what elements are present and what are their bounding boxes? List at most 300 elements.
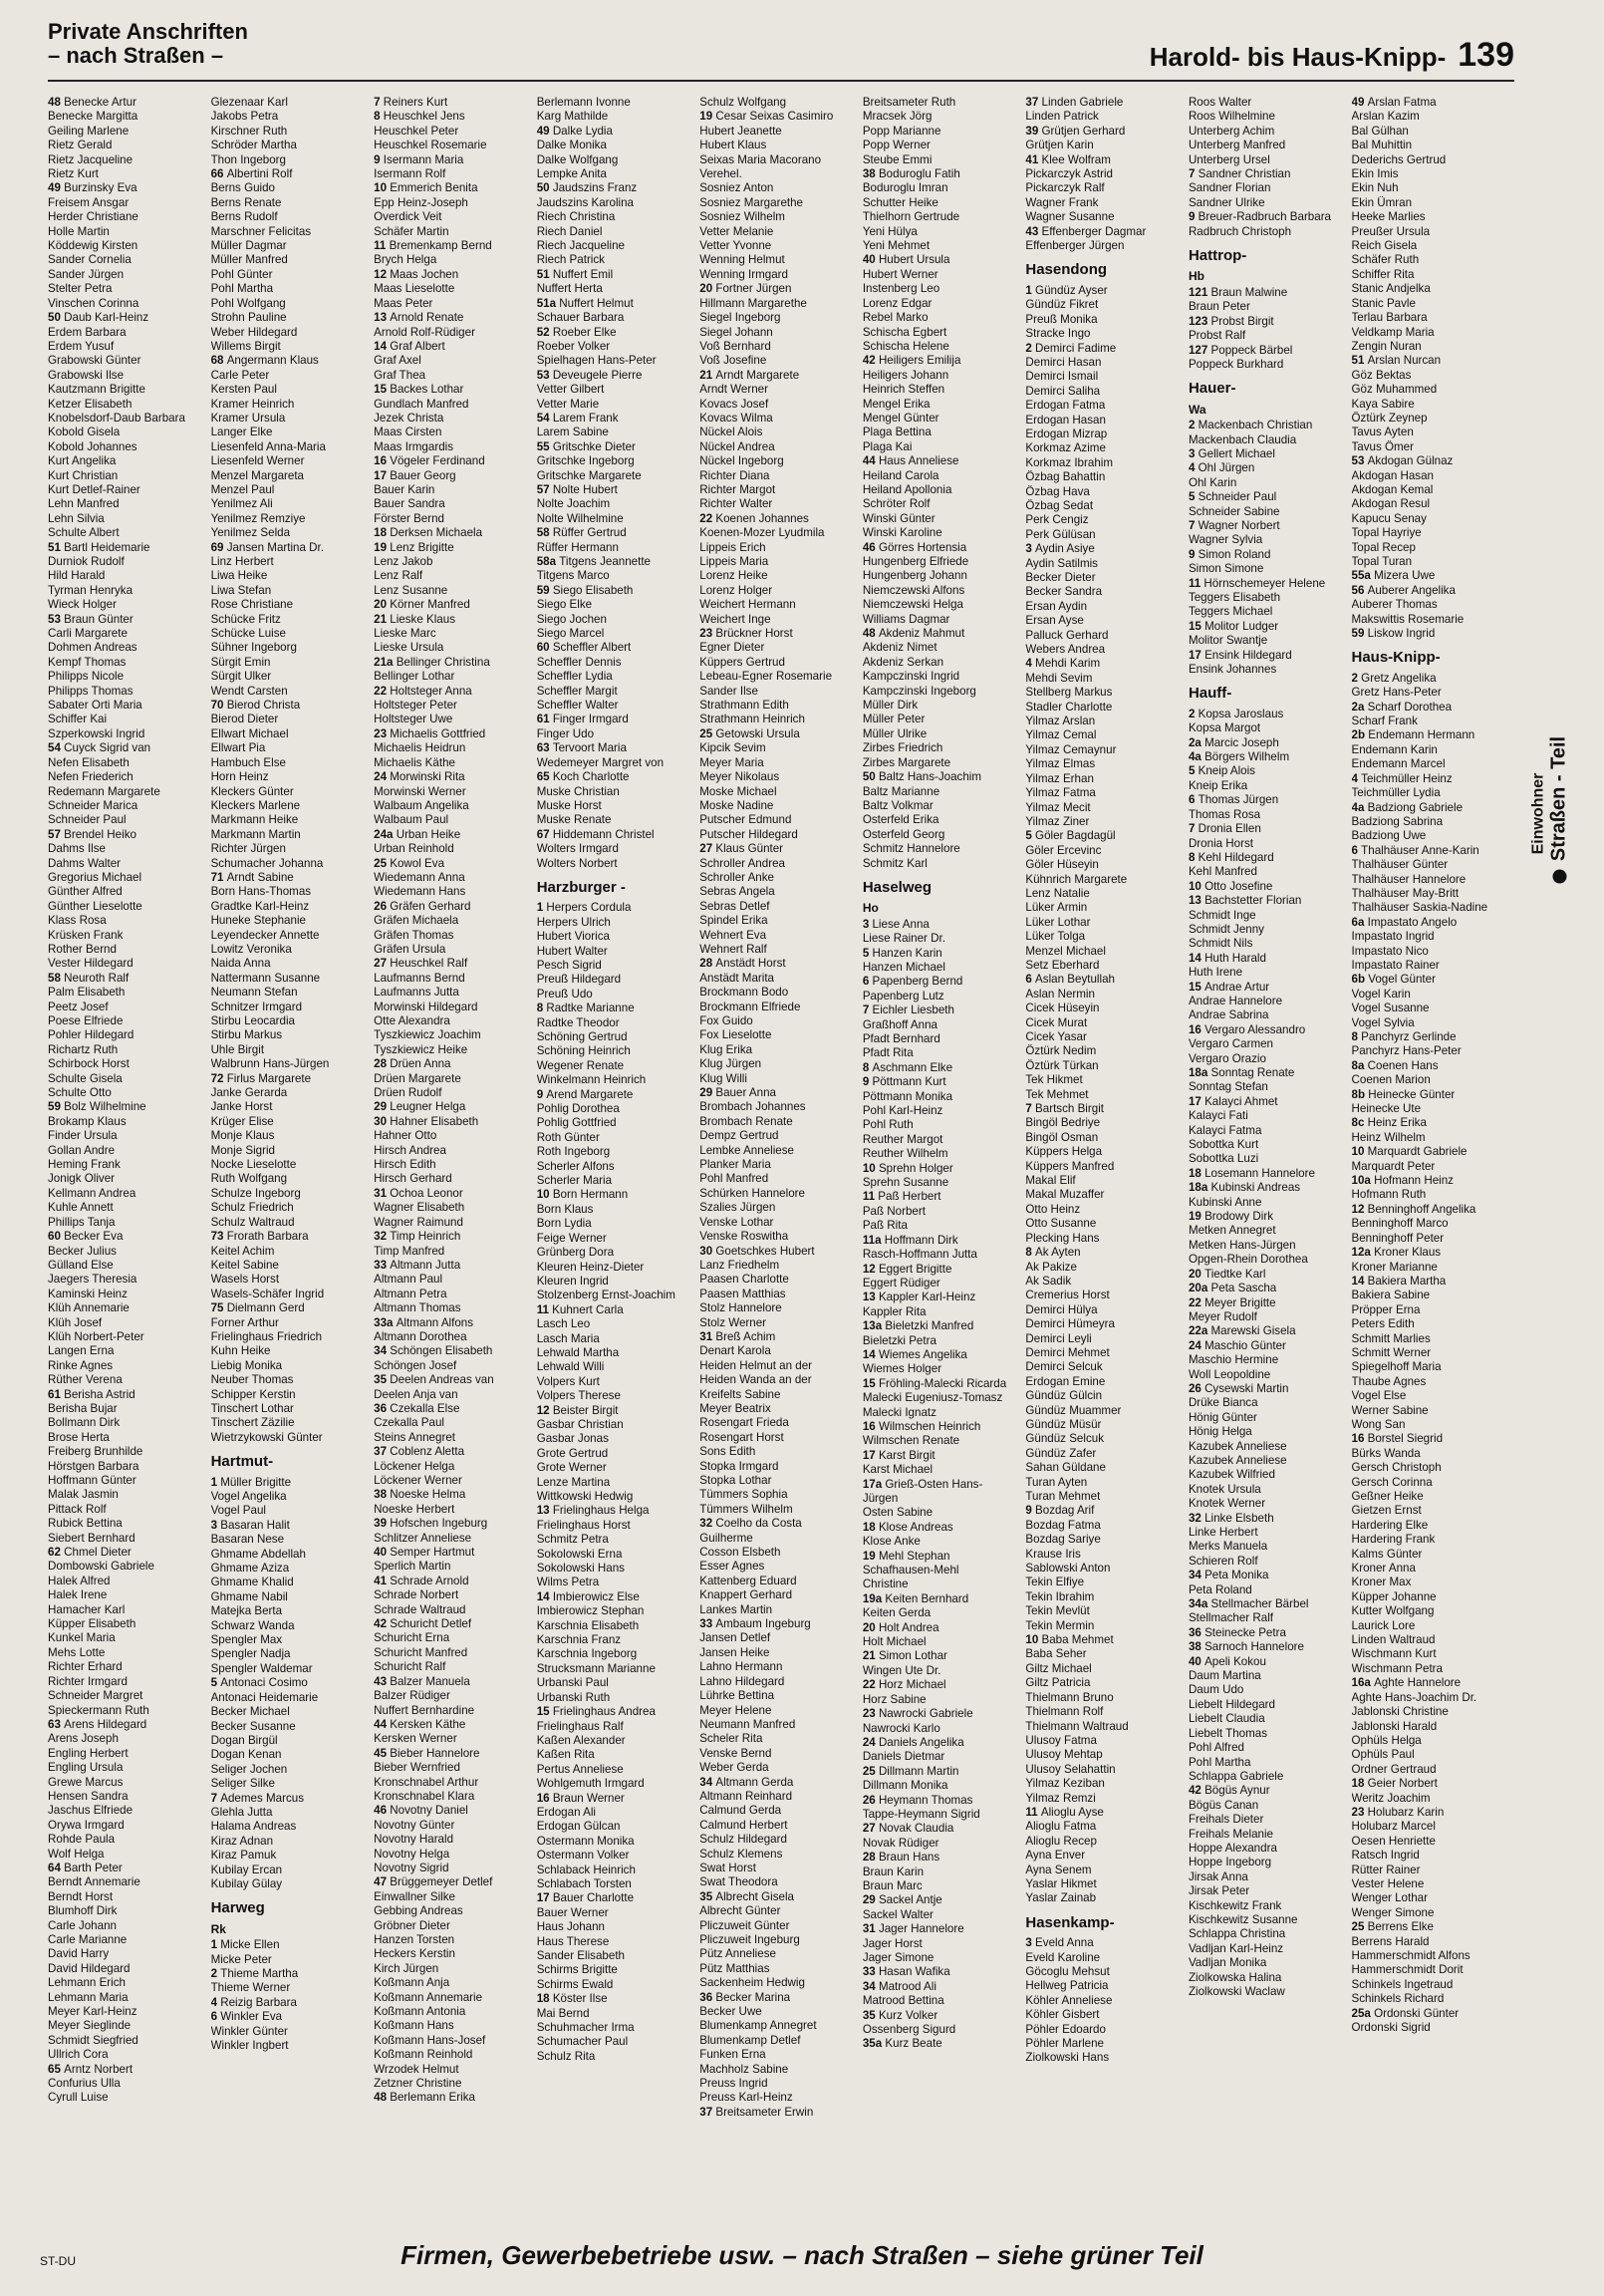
resident-entry: 43 Effenberger Dagmar xyxy=(1025,224,1147,238)
house-number: 7 xyxy=(1025,1102,1036,1116)
resident-entry: Richter Margot xyxy=(699,482,776,496)
resident-entry: Wagner Frank xyxy=(1025,195,1099,209)
resident-entry: Linke Herbert xyxy=(1188,1526,1258,1539)
house-number: 42 xyxy=(1188,1784,1205,1798)
house-number: 32 xyxy=(1188,1511,1205,1525)
resident-entry: 47 Brüggemeyer Detlef xyxy=(374,1875,493,1889)
resident-entry: Kehl Manfred xyxy=(1188,865,1257,879)
house-number: 4a xyxy=(1188,750,1205,764)
resident-entry: Niemczewski Helga xyxy=(862,598,963,612)
resident-entry: 35 Albrecht Gisela xyxy=(699,1889,794,1903)
resident-entry: Benninghoff Marco xyxy=(1351,1217,1449,1231)
resident-entry: Herpers Ulrich xyxy=(536,915,611,929)
resident-entry: Schwarz Wanda xyxy=(210,1618,295,1632)
resident-entry: 26 Cysewski Martin xyxy=(1188,1381,1289,1395)
resident-entry: Larem Sabine xyxy=(536,426,609,439)
resident-entry: 14 Huth Harald xyxy=(1188,951,1266,965)
resident-entry: Otte Alexandra xyxy=(374,1014,450,1027)
house-number: 20 xyxy=(374,598,391,612)
resident-entry: Sokolowski Hans xyxy=(536,1562,625,1576)
resident-entry: Pohler Hildegard xyxy=(48,1028,134,1042)
resident-entry: Endemann Marcel xyxy=(1351,757,1446,771)
resident-entry: Unterberg Achim xyxy=(1188,124,1275,138)
resident-entry: 7 Bartsch Birgit xyxy=(1025,1102,1104,1116)
resident-entry: Stanic Pavle xyxy=(1351,296,1416,310)
resident-entry: Schmitt Werner xyxy=(1351,1345,1432,1359)
resident-entry: 25 Getowski Ursula xyxy=(699,726,800,740)
resident-entry: Freisem Ansgar xyxy=(48,195,130,209)
resident-entry: Lenz Susanne xyxy=(374,583,448,597)
resident-entry: Werner Sabine xyxy=(1351,1403,1429,1417)
resident-entry: 57 Brendel Heiko xyxy=(48,827,136,841)
resident-entry: 6 Aslan Beytullah xyxy=(1025,973,1115,987)
resident-entry: Müller Dirk xyxy=(862,699,919,713)
resident-entry: Lembke Anneliese xyxy=(699,1143,794,1157)
resident-entry: Lührke Bettina xyxy=(699,1689,775,1703)
resident-entry: Steins Annegret xyxy=(374,1430,455,1444)
resident-entry: 6a Impastato Angelo xyxy=(1351,915,1458,929)
house-number: 55a xyxy=(1351,569,1375,583)
resident-entry: Özbag Bahattin xyxy=(1025,470,1106,484)
resident-entry: Giltz Patricia xyxy=(1025,1676,1091,1690)
resident-entry: Heckers Kerstin xyxy=(374,1947,455,1961)
house-number: 15 xyxy=(1188,619,1205,633)
resident-entry: Keiten Gerda xyxy=(862,1606,932,1620)
house-number: 10 xyxy=(1188,879,1205,893)
resident-entry: 4a Badziong Gabriele xyxy=(1351,800,1464,814)
resident-entry: Yilmaz Keziban xyxy=(1025,1777,1105,1791)
resident-entry: Sandner Florian xyxy=(1188,181,1271,195)
house-number: 34 xyxy=(862,1979,879,1993)
house-number: 7 xyxy=(210,1791,221,1805)
resident-entry: Schücke Luise xyxy=(210,627,286,641)
house-number: 48 xyxy=(862,627,879,641)
resident-entry: Woll Leopoldine xyxy=(1188,1367,1271,1381)
resident-entry: Yilmaz Erhan xyxy=(1025,771,1094,785)
resident-entry: Sobottka Luzi xyxy=(1188,1152,1259,1166)
resident-entry: Thielmann Rolf xyxy=(1025,1705,1104,1719)
resident-entry: Metken Annegret xyxy=(1188,1224,1276,1238)
resident-entry: 9 Pöttmann Kurt xyxy=(862,1075,946,1089)
house-number: 7 xyxy=(862,1004,873,1017)
resident-entry: Pohl Günter xyxy=(210,267,273,281)
resident-entry: 15 Fröhling-Malecki Ricarda xyxy=(862,1376,1007,1390)
resident-entry: 18a Kubinski Andreas xyxy=(1188,1181,1301,1195)
resident-entry: Rinke Agnes xyxy=(48,1358,114,1372)
resident-entry: 6 Papenberg Bernd xyxy=(862,975,963,989)
resident-entry: Göz Bektas xyxy=(1351,368,1412,382)
house-number: 8 xyxy=(1025,1246,1036,1260)
resident-entry: Planker Maria xyxy=(699,1158,771,1172)
resident-entry: 17 Bauer Charlotte xyxy=(536,1891,635,1905)
resident-entry: 20 Fortner Jürgen xyxy=(699,282,792,296)
resident-entry: Wilms Petra xyxy=(536,1576,600,1589)
resident-entry: Paasen Matthias xyxy=(699,1287,786,1300)
resident-entry: 5 Göler Bagdagül xyxy=(1025,829,1116,843)
resident-entry: Huneke Stephanie xyxy=(210,914,306,928)
resident-entry: Seliger Silke xyxy=(210,1777,276,1791)
resident-entry: Liese Rainer Dr. xyxy=(862,932,945,946)
house-number: 32 xyxy=(374,1230,391,1244)
resident-entry: 27 Novak Claudia xyxy=(862,1822,954,1836)
resident-entry: Menzel Michael xyxy=(1025,944,1106,958)
resident-entry: 34 Peta Monika xyxy=(1188,1569,1269,1582)
resident-entry: 30 Hahner Elisabeth xyxy=(374,1114,479,1128)
resident-entry: Erdogan Ali xyxy=(536,1805,596,1819)
resident-entry: Hild Harald xyxy=(48,569,106,583)
resident-entry: Wiedemann Hans xyxy=(374,885,466,899)
resident-entry: Kempf Thomas xyxy=(48,655,127,669)
resident-entry: Carli Margarete xyxy=(48,627,128,641)
resident-entry: Tümmers Wilhelm xyxy=(699,1502,793,1516)
resident-entry: Kroner Max xyxy=(1351,1576,1412,1589)
resident-entry: Sackel Walter xyxy=(862,1907,934,1921)
resident-entry: Arens Joseph xyxy=(48,1732,119,1746)
house-number: 14 xyxy=(536,1589,553,1603)
resident-entry: Erdogan Hasan xyxy=(1025,413,1106,427)
resident-entry: Lüker Tolga xyxy=(1025,930,1086,944)
resident-entry: 50 Daub Karl-Heinz xyxy=(48,311,149,325)
resident-entry: Janke Gerarda xyxy=(210,1086,288,1100)
resident-entry: Vetter Gilbert xyxy=(536,383,605,397)
resident-entry: Terlau Barbara xyxy=(1351,311,1428,325)
resident-entry: Ensink Johannes xyxy=(1188,663,1277,677)
house-number: 16 xyxy=(536,1791,553,1805)
resident-entry: Reuther Margot xyxy=(862,1132,943,1146)
resident-entry: Teichmüller Lydia xyxy=(1351,786,1441,800)
house-number: 27 xyxy=(374,957,391,971)
resident-entry: 18a Sonntag Renate xyxy=(1188,1066,1295,1079)
resident-entry: Berndt Annemarie xyxy=(48,1875,140,1889)
house-number: 13 xyxy=(1188,894,1205,908)
resident-entry: Tavus Ömer xyxy=(1351,439,1414,453)
resident-entry: Vogel Susanne xyxy=(1351,1002,1430,1015)
resident-entry: Dillmann Monika xyxy=(862,1779,948,1793)
resident-entry: Schlappa Christina xyxy=(1188,1927,1286,1941)
resident-entry: Mackenbach Claudia xyxy=(1188,432,1297,446)
resident-entry: Winski Karoline xyxy=(862,526,942,540)
house-number: 36 xyxy=(1188,1625,1205,1639)
resident-entry: Venske Roswitha xyxy=(699,1230,789,1244)
resident-entry: Matejka Berta xyxy=(210,1604,283,1618)
resident-entry: Heiligers Johann xyxy=(862,368,949,382)
page-number: 139 xyxy=(1458,36,1514,74)
house-number: 32 xyxy=(699,1517,716,1531)
house-number: 14 xyxy=(374,339,391,353)
house-number: 4a xyxy=(1351,800,1368,814)
resident-entry: Grütjen Karin xyxy=(1025,139,1094,152)
resident-entry: Köddewig Kirsten xyxy=(48,239,138,253)
resident-entry: Horn Heinz xyxy=(210,770,269,784)
resident-entry: Sabater Orti Maria xyxy=(48,699,142,713)
house-number: 42 xyxy=(862,354,879,368)
house-number: 69 xyxy=(210,540,227,554)
directory-column xyxy=(1352,96,1515,2208)
resident-entry: Schuricht Ralf xyxy=(374,1660,446,1674)
resident-entry: Sosniez Margarethe xyxy=(699,195,804,209)
resident-entry: Gülland Else xyxy=(48,1258,114,1272)
resident-entry: Roos Wilhelmine xyxy=(1188,110,1275,124)
resident-entry: Ekin Ümran xyxy=(1351,195,1413,209)
resident-entry: Kampczinski Ingrid xyxy=(862,670,960,684)
resident-entry: Rüther Verena xyxy=(48,1373,123,1387)
resident-entry: 21a Bellinger Christina xyxy=(374,655,490,669)
resident-entry: Hammerschmidt Alfons xyxy=(1351,1949,1470,1962)
resident-entry: Schroller Andrea xyxy=(699,856,785,870)
resident-entry: 16 Vergaro Alessandro xyxy=(1188,1022,1306,1036)
resident-entry: 42 Bögüs Aynur xyxy=(1188,1784,1270,1798)
resident-entry: Ghmame Khalid xyxy=(210,1576,294,1589)
resident-entry: Lowitz Veronika xyxy=(210,942,292,956)
house-number: 16 xyxy=(1351,1432,1368,1446)
resident-entry: Panchyrz Hans-Peter xyxy=(1351,1044,1462,1058)
resident-entry: Yeni Hülya xyxy=(862,224,918,238)
resident-entry: 13 Frielinghaus Helga xyxy=(536,1504,650,1518)
resident-entry: Gündüz Selcuk xyxy=(1025,1432,1105,1446)
resident-entry: 6 Winkler Eva xyxy=(210,2010,283,2024)
resident-entry: 39 Hofschen Ingeburg xyxy=(374,1517,488,1531)
resident-entry: Krüsken Frank xyxy=(48,928,124,942)
resident-entry: Giltz Michael xyxy=(1025,1661,1092,1675)
house-number: 61 xyxy=(48,1387,65,1401)
house-number: 5 xyxy=(1025,829,1036,843)
resident-entry: Schmidt Jenny xyxy=(1188,922,1264,936)
resident-entry: 59 Siego Elisabeth xyxy=(536,583,634,597)
resident-entry: Braun Marc xyxy=(862,1878,923,1892)
resident-entry: Bauer Karin xyxy=(374,482,435,496)
resident-entry: Pliczuweit Ingeburg xyxy=(699,1933,800,1946)
resident-entry: 7 Reiners Kurt xyxy=(374,96,448,109)
resident-entry: 22 Holtsteger Anna xyxy=(374,684,472,698)
resident-entry: Meyer Rudolf xyxy=(1188,1309,1257,1323)
resident-entry: Kiraz Adnan xyxy=(210,1834,274,1848)
resident-entry: Kurt Detlef-Rainer xyxy=(48,482,140,496)
resident-entry: Erdogan Mizrap xyxy=(1025,427,1108,440)
resident-entry: Carle Johann xyxy=(48,1918,117,1932)
resident-entry: 17a Grieß-Osten Hans- xyxy=(862,1477,983,1491)
resident-entry: Kurt Christian xyxy=(48,468,119,482)
house-number: 6b xyxy=(1351,973,1369,987)
resident-entry: Deelen Anja van xyxy=(374,1387,458,1401)
resident-entry: Schürken Hannelore xyxy=(699,1186,805,1200)
resident-entry: Merks Manuela xyxy=(1188,1540,1268,1554)
resident-entry: Turan Mehmet xyxy=(1025,1490,1101,1503)
resident-entry: Wiemes Holger xyxy=(862,1362,942,1376)
house-number: 8c xyxy=(1351,1116,1368,1130)
resident-entry: 38 Noeske Helma xyxy=(374,1488,466,1502)
house-number: 16 xyxy=(862,1419,879,1433)
resident-entry: Braun Peter xyxy=(1188,300,1250,314)
resident-entry: Jonigk Oliver xyxy=(48,1172,116,1186)
directory-column xyxy=(863,96,1026,2208)
house-number: 10 xyxy=(1025,1633,1042,1647)
resident-entry: Akdogan Hasan xyxy=(1351,468,1435,482)
house-number: 15 xyxy=(1188,980,1205,994)
resident-entry: Andrae Hannelore xyxy=(1188,994,1283,1007)
resident-entry: Rebel Marko xyxy=(862,311,929,325)
resident-entry: 51a Nuffert Helmut xyxy=(536,296,634,310)
house-number: 75 xyxy=(210,1301,227,1315)
resident-entry: Liesenfeld Werner xyxy=(210,454,305,468)
resident-entry: Hoffmann Günter xyxy=(48,1474,136,1487)
house-number: 54 xyxy=(48,741,65,755)
resident-entry: 4 Ohl Jürgen xyxy=(1188,461,1255,475)
house-number: 34 xyxy=(374,1344,391,1358)
resident-entry: 43 Balzer Manuela xyxy=(374,1674,470,1688)
resident-entry: 25 Kowol Eva xyxy=(374,856,445,870)
resident-entry: 70 Bierod Christa xyxy=(210,699,301,713)
district-code: Wa xyxy=(1188,402,1206,417)
resident-entry: 53 Akdogan Gülnaz xyxy=(1351,454,1454,468)
resident-entry: Bierod Dieter xyxy=(210,713,279,726)
resident-entry: Schiffer Rita xyxy=(1351,267,1415,281)
resident-entry: 20 Tiedtke Karl xyxy=(1188,1267,1266,1281)
house-number: 18a xyxy=(1188,1181,1211,1195)
resident-entry: 21 Arndt Margarete xyxy=(699,368,800,382)
resident-entry: Blumhoff Dirk xyxy=(48,1904,118,1918)
resident-entry: 28 Anstädt Horst xyxy=(699,957,786,971)
resident-entry: Titgens Marco xyxy=(536,569,610,583)
house-number: 70 xyxy=(210,699,227,713)
house-number: 17 xyxy=(862,1448,879,1462)
resident-entry: 11 Bremenkamp Bernd xyxy=(374,239,492,253)
resident-entry: Pöhler Marlene xyxy=(1025,2037,1104,2051)
resident-entry: Becker Julius xyxy=(48,1244,117,1258)
house-number: 10 xyxy=(374,181,391,195)
resident-entry: Liesenfeld Anna-Maria xyxy=(210,439,326,453)
resident-entry: 18 Klose Andreas xyxy=(862,1520,953,1534)
resident-entry: 60 Becker Eva xyxy=(48,1230,124,1244)
resident-entry: Sandner Ulrike xyxy=(1188,195,1265,209)
resident-entry: 26 Heymann Thomas xyxy=(862,1793,973,1807)
resident-entry: Zengin Nuran xyxy=(1351,339,1422,353)
resident-entry: Tek Hikmet xyxy=(1025,1073,1083,1087)
resident-entry: Nückel Andrea xyxy=(699,439,775,453)
resident-entry: Poppeck Burkhard xyxy=(1188,357,1284,371)
district-code: Hb xyxy=(1188,269,1204,284)
resident-entry: Geiling Marlene xyxy=(48,124,130,138)
resident-entry: Demirci Hasan xyxy=(1025,355,1102,369)
resident-entry: Maschio Hermine xyxy=(1188,1353,1279,1367)
street-heading: Hauff- xyxy=(1188,687,1232,702)
resident-entry: Dahms Ilse xyxy=(48,842,106,856)
resident-entry: 65 Arntz Norbert xyxy=(48,2062,134,2076)
resident-entry: Kalayci Fatma xyxy=(1188,1123,1262,1137)
resident-entry: Topal Turan xyxy=(1351,555,1413,568)
resident-entry: Erdogan Emine xyxy=(1025,1374,1106,1388)
house-number: 4 xyxy=(1025,657,1036,671)
house-number: 49 xyxy=(1351,96,1368,109)
resident-entry: Hahner Otto xyxy=(374,1129,437,1143)
house-number: 33 xyxy=(862,1965,879,1979)
resident-entry: 6b Vogel Günter xyxy=(1351,973,1436,987)
resident-entry: Bakiera Sabine xyxy=(1351,1289,1431,1302)
resident-entry: Simon Simone xyxy=(1188,562,1264,576)
house-number: 8 xyxy=(536,1002,547,1015)
resident-entry: Sperlich Martin xyxy=(374,1560,451,1574)
house-number: 19 xyxy=(862,1549,879,1563)
resident-entry: 58 Rüffer Gertrud xyxy=(536,526,627,540)
resident-entry: Kirschner Ruth xyxy=(210,124,288,138)
house-number: 6 xyxy=(210,2010,221,2024)
resident-entry: 49 Burzinsky Eva xyxy=(48,181,137,195)
resident-entry: 4 Reizig Barbara xyxy=(210,1995,297,2009)
house-number: 35 xyxy=(374,1373,391,1387)
resident-entry: Veldkamp Maria xyxy=(1351,325,1435,339)
resident-entry: Impastato Nico xyxy=(1351,944,1429,958)
resident-entry: Wischmann Kurt xyxy=(1351,1647,1437,1661)
house-number: 4 xyxy=(210,1995,221,2009)
side-tab-line1: Einwohner xyxy=(1529,772,1547,855)
resident-entry: Schöning Gertrud xyxy=(536,1030,628,1043)
resident-entry: Markmann Heike xyxy=(210,813,299,827)
resident-entry: Lorenz Edgar xyxy=(862,296,933,310)
house-number: 18 xyxy=(1188,1166,1205,1180)
resident-entry: Christine xyxy=(862,1578,909,1591)
house-number: 8a xyxy=(1351,1058,1368,1072)
resident-entry: Papenberg Lutz xyxy=(862,989,944,1003)
resident-entry: Lanz Friedhelm xyxy=(699,1258,780,1272)
house-number: 38 xyxy=(1188,1640,1205,1654)
house-number: 37 xyxy=(1025,96,1042,109)
resident-entry: Tinschert Zäzilie xyxy=(210,1416,295,1430)
resident-entry: 71 Arndt Sabine xyxy=(210,870,294,884)
resident-entry: Bal Gülhan xyxy=(1351,124,1409,138)
resident-entry: Novotny Helga xyxy=(374,1847,450,1861)
resident-entry: Arnold Rolf-Rüdiger xyxy=(374,325,475,339)
resident-entry: Wenger Simone xyxy=(1351,1905,1435,1919)
resident-entry: Yaslar Zainab xyxy=(1025,1891,1097,1905)
resident-entry: Paasen Charlotte xyxy=(699,1273,789,1287)
resident-entry: 24 Morwinski Rita xyxy=(374,770,465,784)
house-number: 2 xyxy=(1188,707,1199,720)
house-number: 35 xyxy=(699,1889,716,1903)
house-number: 29 xyxy=(699,1086,716,1100)
house-number: 10 xyxy=(1351,1145,1368,1159)
resident-entry: Muske Christian xyxy=(536,784,620,798)
resident-entry: Yenilmez Selda xyxy=(210,526,291,540)
resident-entry: Bingöl Bedriye xyxy=(1025,1116,1101,1130)
resident-entry: Stanic Andjelka xyxy=(1351,282,1431,296)
house-number: 39 xyxy=(374,1517,391,1531)
house-number: 127 xyxy=(1188,343,1211,357)
resident-entry: Topal Hayriye xyxy=(1351,526,1422,540)
resident-entry: Preuß Hildegard xyxy=(536,973,622,987)
resident-entry: Mai Bernd xyxy=(536,2006,590,2020)
house-number: 25 xyxy=(374,856,391,870)
resident-entry: Walbaum Angelika xyxy=(374,798,469,812)
resident-entry: Akdogan Kemal xyxy=(1351,482,1434,496)
resident-entry: 7 Wagner Norbert xyxy=(1188,518,1280,532)
house-number: 37 xyxy=(699,2105,716,2119)
resident-entry: Otto Susanne xyxy=(1025,1217,1097,1231)
house-number: 10 xyxy=(536,1188,553,1202)
resident-entry: Scherler Alfons xyxy=(536,1159,615,1173)
resident-entry: Menzel Paul xyxy=(210,482,275,496)
resident-entry: 14 Wiemes Angelika xyxy=(862,1347,967,1361)
resident-entry: Ohl Karin xyxy=(1188,475,1237,489)
directory-columns xyxy=(48,96,1514,2208)
resident-entry: Günther Alfred xyxy=(48,885,123,899)
resident-entry: Schumacher Johanna xyxy=(210,856,324,870)
resident-entry: 1 Herpers Cordula xyxy=(536,901,632,915)
resident-entry: Richter Walter xyxy=(699,497,773,511)
resident-entry: Winkelmann Heinrich xyxy=(536,1073,647,1087)
house-number: 18 xyxy=(1351,1777,1368,1791)
house-number: 63 xyxy=(48,1717,65,1731)
resident-entry: Stracke Ingo xyxy=(1025,327,1091,341)
resident-entry: Meyer Helene xyxy=(699,1703,772,1717)
